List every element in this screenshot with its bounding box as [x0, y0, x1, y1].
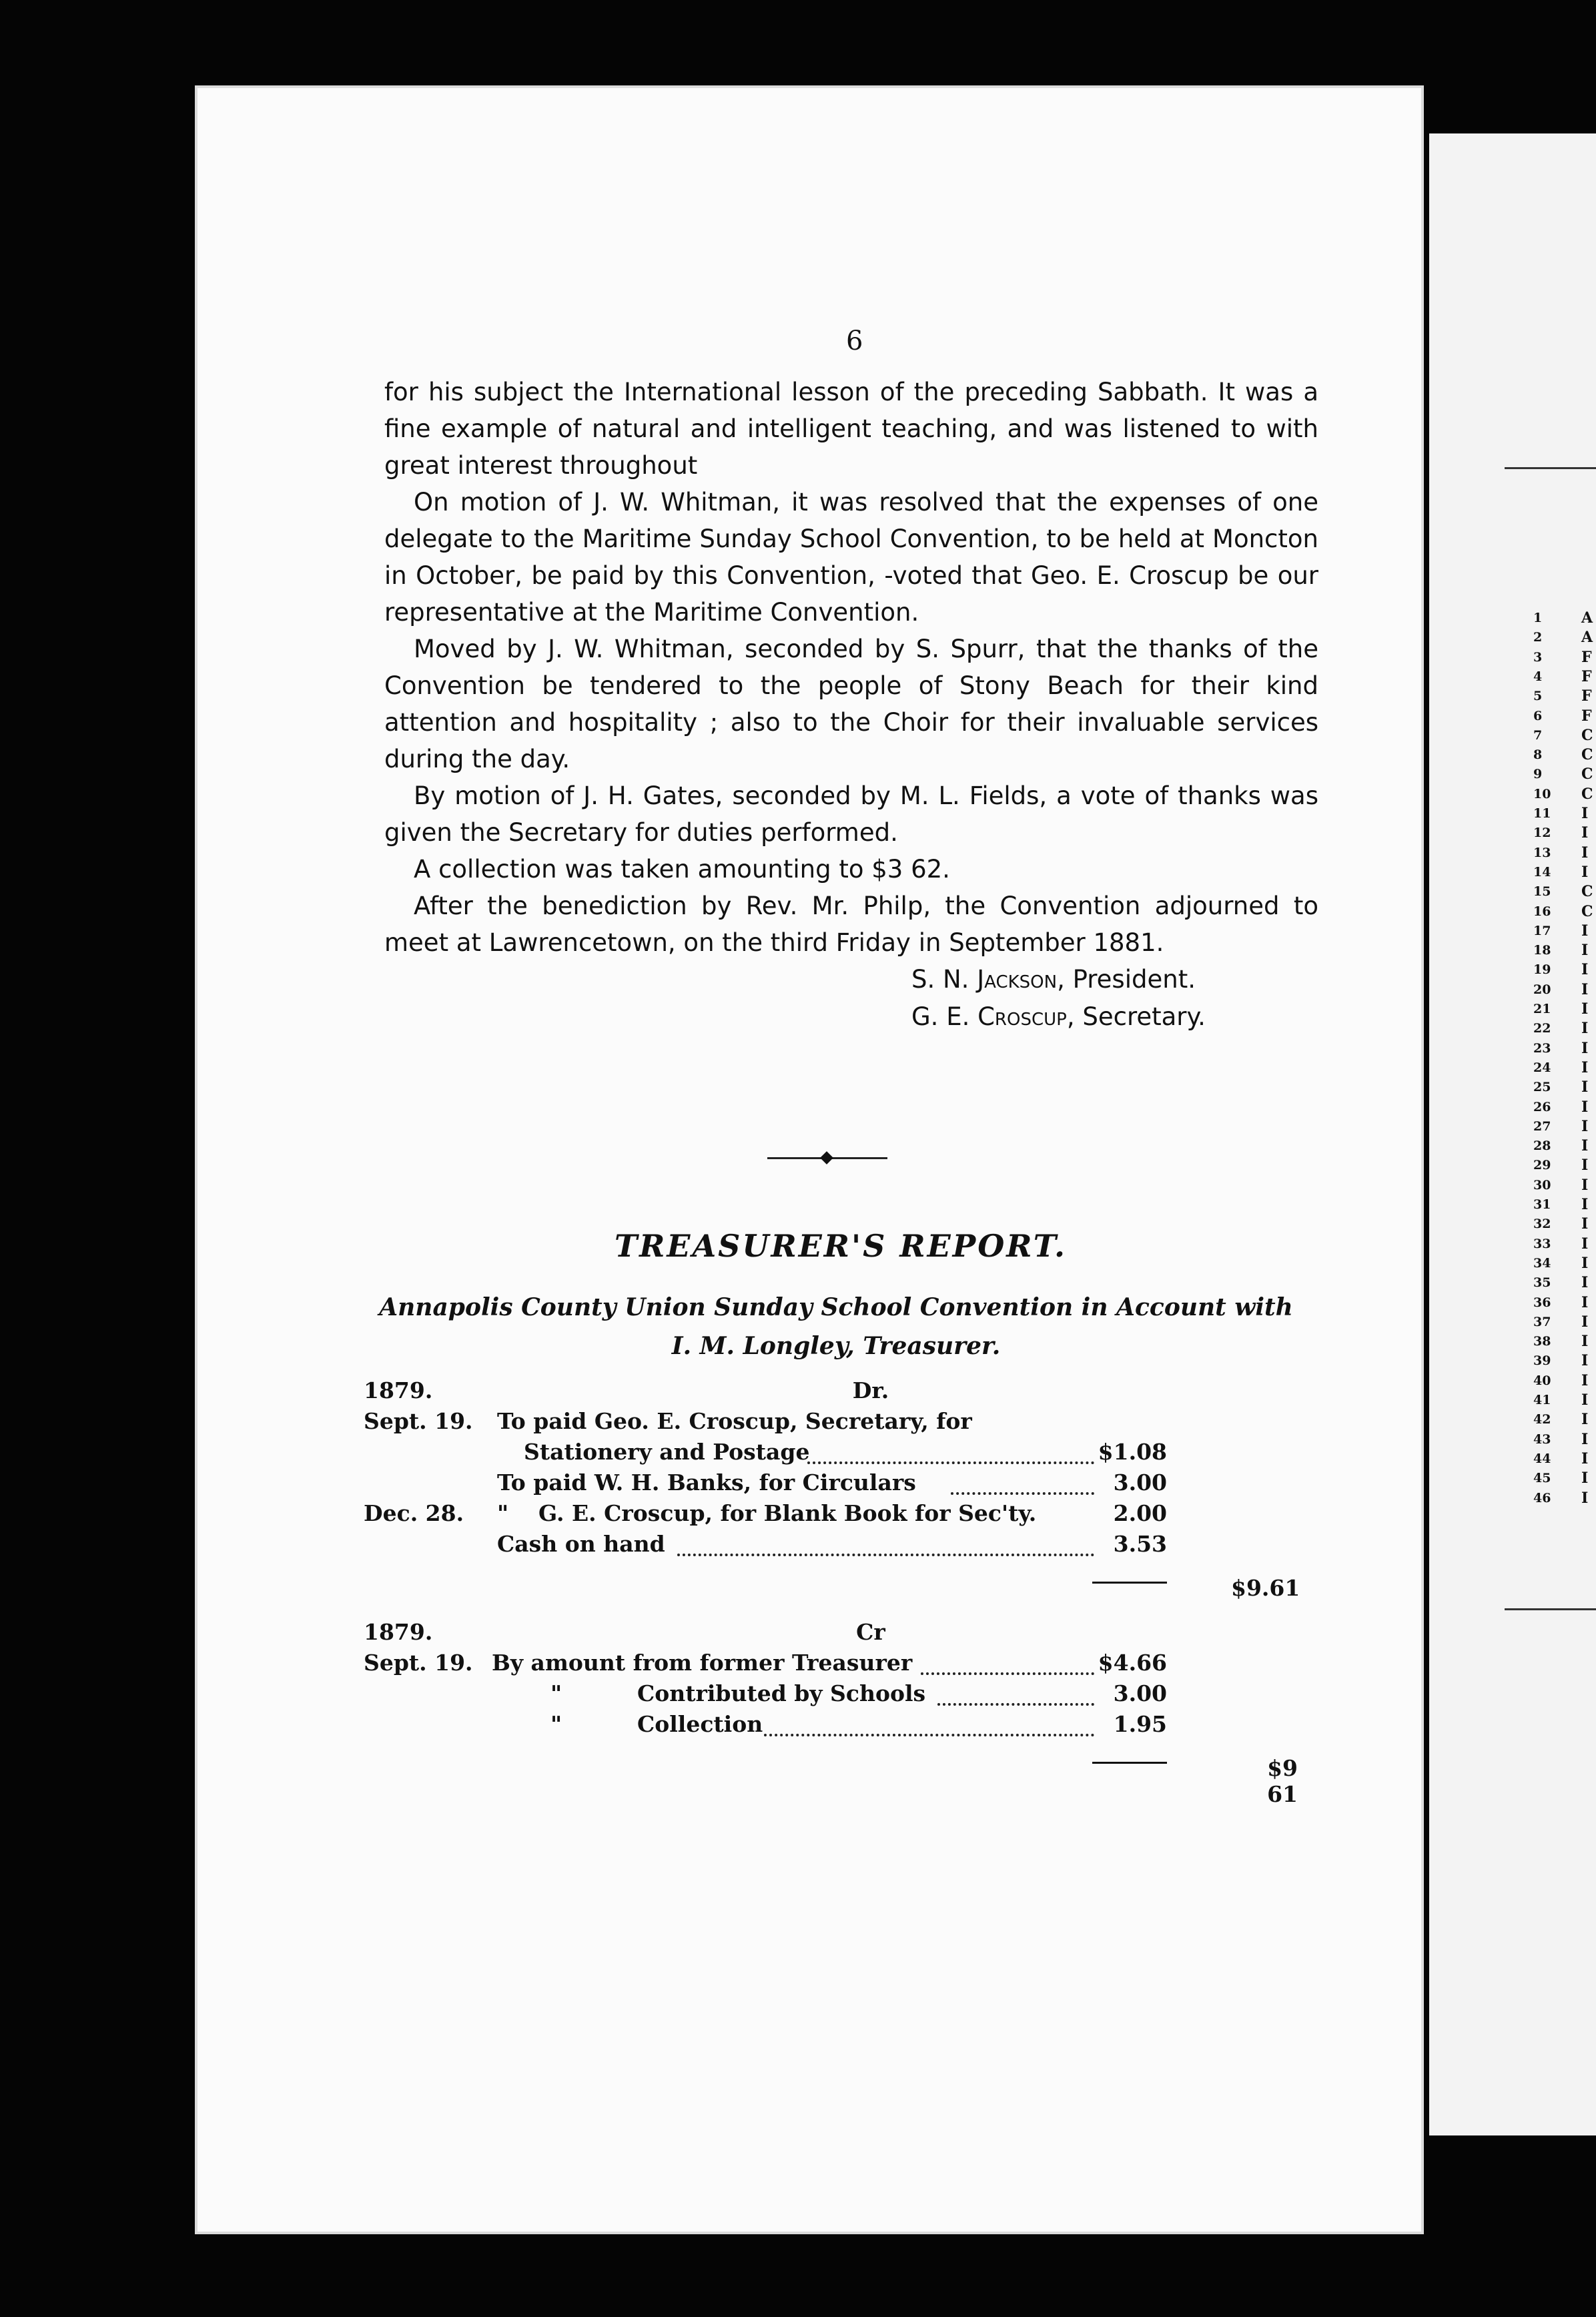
margin-line-number: 28: [1533, 1138, 1551, 1153]
ledger-spacer: [364, 1592, 1318, 1619]
margin-initial: I: [1581, 1469, 1589, 1487]
adjacent-page-edge: [1429, 133, 1596, 2135]
ditto-mark: ": [497, 1500, 509, 1526]
treasurer-line: I. M. Longley, Treasurer.: [671, 1332, 1001, 1360]
margin-initial: F: [1581, 687, 1592, 705]
ledger: [364, 1377, 1318, 1807]
ledger-row: [364, 1650, 1318, 1680]
page-number: 6: [846, 326, 863, 356]
debit-heading: Dr.: [852, 1377, 889, 1403]
margin-line-number: 42: [1533, 1412, 1551, 1427]
margin-initial: I: [1581, 1000, 1589, 1018]
credit-heading: Cr: [856, 1619, 885, 1645]
ledger-row: [364, 1711, 1318, 1742]
leader-dots: [764, 1711, 1094, 1736]
margin-initial: I: [1581, 1235, 1589, 1253]
paragraph: After the benediction by Rev. Mr. Philp, the Convention adjourned to meet at Lawrencetown, on the third Friday in September 1881.: [384, 892, 1318, 957]
margin-line-number: 23: [1533, 1041, 1551, 1056]
margin-line-number: 22: [1533, 1021, 1551, 1036]
margin-line-number: 8: [1533, 747, 1543, 762]
margin-initial: I: [1581, 1294, 1589, 1311]
margin-initial: I: [1581, 864, 1589, 881]
margin-initial: I: [1581, 1490, 1589, 1507]
ledger-description: To paid W. H. Banks, for Circulars: [497, 1469, 916, 1496]
margin-initial: I: [1581, 1118, 1589, 1135]
margin-initial: I: [1581, 1274, 1589, 1291]
paragraph: for his subject the International lesson of the preceding Sabbath. It was a fine example of natural and intelligent teaching, and was listened to with great interest throughout: [384, 378, 1318, 480]
paragraph: A collection was taken amounting to $3 62.: [414, 855, 950, 884]
margin-initial: C: [1581, 746, 1593, 763]
ledger-row: [364, 1500, 1318, 1531]
margin-initial: I: [1581, 1391, 1589, 1409]
margin-initial: I: [1581, 1450, 1589, 1467]
margin-line-number: 40: [1533, 1373, 1551, 1388]
margin-initial: I: [1581, 1196, 1589, 1213]
margin-initial: F: [1581, 707, 1592, 725]
paragraph: Moved by J. W. Whitman, seconded by S. Spurr, that the thanks of the Convention be tendered to the people of Stony Beach for their kind attention and hospitality ; also to the Choir for their invaluable services during the day.: [384, 635, 1318, 773]
margin-line-number: 37: [1533, 1315, 1551, 1329]
margin-initial: I: [1581, 961, 1589, 978]
margin-initial: C: [1581, 727, 1593, 744]
margin-line-number: 35: [1533, 1275, 1551, 1290]
margin-line-number: 38: [1533, 1334, 1551, 1349]
margin-line-number: 30: [1533, 1178, 1551, 1193]
margin-line-number: 11: [1533, 806, 1551, 821]
margin-initial: I: [1581, 1177, 1589, 1194]
margin-line-number: 41: [1533, 1393, 1551, 1407]
margin-line-number: 1: [1533, 611, 1543, 625]
margin-initial: I: [1581, 1352, 1589, 1369]
adjacent-page-rule: [1505, 467, 1596, 469]
ledger-amount: $4.66: [1098, 1650, 1167, 1676]
margin-line-number: 15: [1533, 884, 1551, 899]
margin-initial: I: [1581, 1313, 1589, 1331]
ledger-row: [364, 1531, 1318, 1562]
margin-initial: I: [1581, 1098, 1589, 1116]
ledger-total: $9 61: [1267, 1755, 1298, 1807]
margin-initial: I: [1581, 981, 1589, 998]
ledger-description: To paid Geo. E. Croscup, Secretary, for: [497, 1408, 972, 1434]
margin-line-number: 21: [1533, 1002, 1551, 1016]
margin-line-number: 13: [1533, 846, 1551, 860]
margin-line-number: 36: [1533, 1295, 1551, 1310]
margin-line-number: 16: [1533, 904, 1551, 919]
ledger-row: [364, 1619, 1318, 1650]
ledger-row: [364, 1742, 1318, 1807]
margin-initial: F: [1581, 649, 1592, 666]
leader-dots: [921, 1650, 1094, 1675]
paragraph: On motion of J. W. Whitman, it was resolved that the expenses of one delegate to the Maritime Sunday School Convention, to be held at Moncton in October, be paid by this Convention, -voted that Geo. E. Croscup be our representative at the Maritime Convention.: [384, 488, 1318, 627]
margin-initial: I: [1581, 824, 1589, 842]
margin-initial: I: [1581, 922, 1589, 940]
margin-line-number: 45: [1533, 1471, 1551, 1485]
margin-line-number: 6: [1533, 709, 1543, 723]
margin-initial: I: [1581, 1333, 1589, 1350]
margin-initial: C: [1581, 765, 1593, 783]
ditto-mark: ": [550, 1711, 562, 1737]
ledger-row: [364, 1680, 1318, 1711]
ledger-amount: 1.95: [1113, 1711, 1167, 1737]
paragraph: By motion of J. H. Gates, seconded by M. L. Fields, a vote of thanks was given the Secretary for duties performed.: [384, 781, 1318, 847]
margin-line-number: 18: [1533, 943, 1551, 958]
margin-initial: I: [1581, 942, 1589, 959]
account-heading: [366, 1288, 1306, 1365]
adjacent-page-rule: [1505, 1608, 1596, 1610]
ledger-row: [364, 1439, 1318, 1469]
ledger-amount: 3.00: [1113, 1469, 1167, 1496]
ledger-amount: 3.53: [1113, 1531, 1167, 1557]
margin-initial: A: [1581, 629, 1593, 646]
ledger-description: Cash on hand: [497, 1531, 665, 1557]
leader-dots: [807, 1439, 1094, 1464]
report-title: TREASURER'S REPORT.: [614, 1228, 1068, 1264]
margin-initial: I: [1581, 1215, 1589, 1233]
margin-initial: I: [1581, 1137, 1589, 1154]
margin-line-number: 31: [1533, 1197, 1551, 1212]
ledger-total: $9.61: [1231, 1575, 1300, 1601]
margin-initial: I: [1581, 1255, 1589, 1272]
margin-initial: I: [1581, 1059, 1589, 1076]
signature-title: Secretary.: [1082, 1002, 1206, 1031]
ledger-description: G. E. Croscup, for Blank Book for Sec'ty.: [538, 1500, 1037, 1526]
margin-line-number: 19: [1533, 962, 1551, 977]
margin-initial: I: [1581, 1431, 1589, 1448]
sum-rule: [1092, 1582, 1167, 1584]
margin-line-number: 10: [1533, 787, 1551, 801]
ledger-date: Dec. 28.: [364, 1500, 464, 1526]
margin-initial: I: [1581, 1372, 1589, 1389]
margin-initial: C: [1581, 903, 1593, 920]
margin-line-number: 39: [1533, 1353, 1551, 1368]
ledger-amount: 3.00: [1113, 1680, 1167, 1706]
margin-initial: C: [1581, 883, 1593, 900]
ledger-row: [364, 1469, 1318, 1500]
margin-line-number: 34: [1533, 1256, 1551, 1271]
margin-line-number: 32: [1533, 1217, 1551, 1231]
margin-line-number: 12: [1533, 825, 1551, 840]
ledger-row: [364, 1377, 1318, 1408]
signature-secretary: [911, 998, 1318, 1036]
ledger-description: By amount from former Treasurer: [492, 1650, 913, 1676]
signature-name: S. N. Jackson,: [911, 965, 1065, 994]
margin-line-number: 27: [1533, 1119, 1551, 1134]
signature-president: [911, 961, 1318, 998]
body-text: [384, 374, 1318, 1036]
signature-block: [384, 961, 1318, 1036]
sum-rule: [1092, 1762, 1167, 1764]
margin-initial: C: [1581, 785, 1593, 803]
margin-line-number: 2: [1533, 630, 1543, 645]
ledger-description: Collection: [637, 1711, 763, 1737]
ledger-row: [364, 1562, 1318, 1601]
margin-initial: I: [1581, 1020, 1589, 1037]
ledger-date: Sept. 19.: [364, 1408, 473, 1434]
ledger-year: 1879.: [364, 1377, 433, 1403]
account-line: Annapolis County Union Sunday School Convention in Account with: [379, 1293, 1293, 1321]
margin-line-number: 25: [1533, 1080, 1551, 1094]
margin-line-number: 20: [1533, 982, 1551, 997]
margin-line-number: 5: [1533, 689, 1543, 703]
margin-line-number: 44: [1533, 1451, 1551, 1466]
margin-initial: I: [1581, 1411, 1589, 1428]
margin-initial: F: [1581, 668, 1592, 685]
ledger-year: 1879.: [364, 1619, 433, 1645]
ledger-row: [364, 1408, 1318, 1439]
margin-initial: I: [1581, 1156, 1589, 1174]
margin-initial: I: [1581, 1078, 1589, 1096]
leader-dots: [951, 1469, 1094, 1495]
margin-line-number: 43: [1533, 1432, 1551, 1447]
margin-line-number: 46: [1533, 1491, 1551, 1506]
margin-initial: I: [1581, 805, 1589, 822]
ledger-date: Sept. 19.: [364, 1650, 473, 1676]
margin-line-number: 4: [1533, 669, 1543, 684]
ledger-amount: $1.08: [1098, 1439, 1167, 1465]
margin-line-number: 24: [1533, 1060, 1551, 1075]
margin-line-number: 7: [1533, 728, 1543, 743]
leader-dots: [677, 1531, 1094, 1556]
margin-initial: I: [1581, 1040, 1589, 1057]
ledger-description: Contributed by Schools: [637, 1680, 926, 1706]
ledger-description: Stationery and Postage: [524, 1439, 810, 1465]
ditto-mark: ": [550, 1680, 562, 1706]
margin-line-number: 33: [1533, 1237, 1551, 1251]
margin-initial: A: [1581, 609, 1593, 627]
margin-line-number: 29: [1533, 1158, 1551, 1173]
margin-initial: I: [1581, 844, 1589, 862]
margin-line-number: 14: [1533, 865, 1551, 880]
margin-line-number: 26: [1533, 1100, 1551, 1114]
ledger-amount: 2.00: [1113, 1500, 1167, 1526]
margin-line-number: 17: [1533, 924, 1551, 938]
signature-name: G. E. Croscup,: [911, 1002, 1075, 1031]
margin-line-number: 9: [1533, 767, 1543, 781]
leader-dots: [937, 1680, 1094, 1706]
signature-title: President.: [1072, 965, 1196, 994]
margin-line-number: 3: [1533, 650, 1543, 665]
